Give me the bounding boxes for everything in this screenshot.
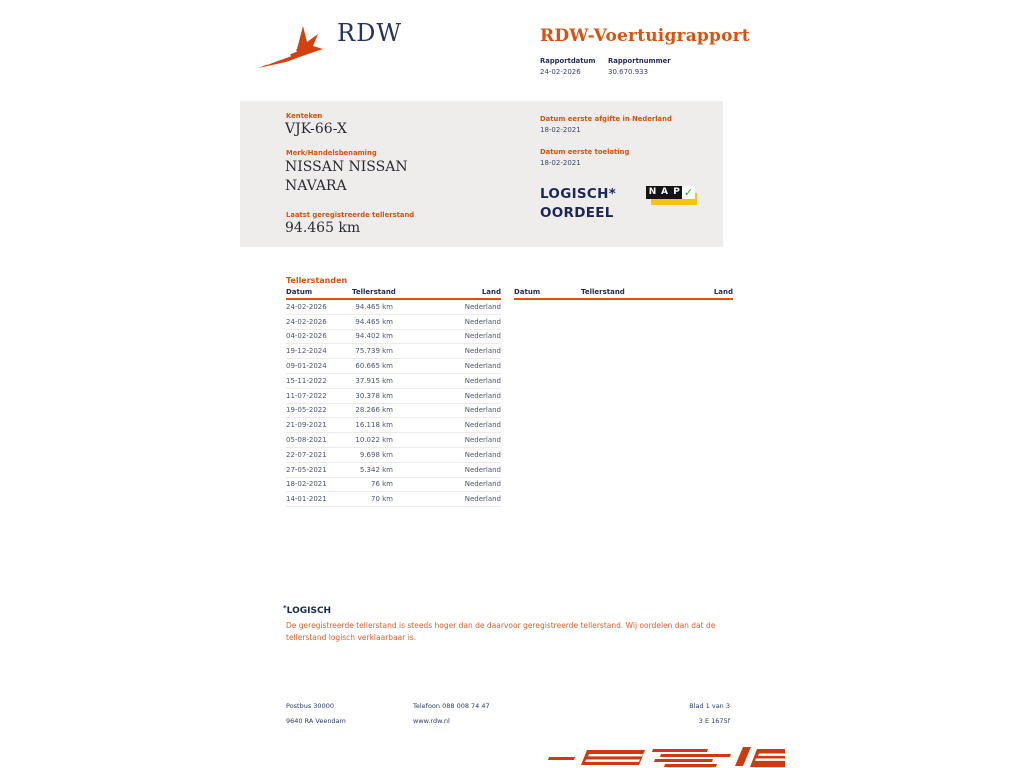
col-header-tellerstand: Tellerstand	[581, 288, 625, 296]
note-heading	[283, 604, 331, 616]
cell-land: Nederland	[464, 495, 501, 504]
rdw-wing-graphic-icon	[545, 744, 785, 768]
nap-letter-a: A	[658, 186, 671, 199]
cell-tellerstand: 30.378 km	[355, 391, 393, 400]
cell-land: Nederland	[464, 465, 501, 474]
note-heading-label: LOGISCH	[286, 606, 332, 616]
cell-datum: 24-02-2026	[286, 302, 327, 311]
cell-land: Nederland	[464, 436, 501, 445]
eerste-afgifte-label: Datum eerste afgifte in Nederland	[540, 115, 672, 123]
report-number-value: 30.670.933	[608, 68, 649, 76]
note-asterisk: *	[283, 604, 287, 612]
tellerstand-table-left	[286, 288, 501, 507]
footer-website: www.rdw.nl	[413, 717, 450, 725]
col-header-datum: Datum	[286, 288, 313, 296]
cell-datum: 14-01-2021	[286, 495, 327, 504]
oordeel-line1: LOGISCH*	[540, 186, 617, 202]
cell-datum: 24-02-2026	[286, 317, 327, 326]
cell-land: Nederland	[464, 421, 501, 430]
tellerstand-table-body	[286, 300, 501, 507]
table-row	[286, 344, 501, 359]
kenteken-value: VJK-66-X	[285, 121, 347, 137]
merk-value: NISSAN NISSAN NAVARA	[285, 159, 408, 194]
col-header-datum: Datum	[514, 288, 541, 296]
nap-letter-p: P	[670, 186, 683, 199]
table-row	[286, 478, 501, 493]
table-row	[286, 359, 501, 374]
cell-land: Nederland	[464, 406, 501, 415]
tellerstanden-heading: Tellerstanden	[286, 276, 348, 285]
tellerstand-label: Laatst geregistreerde tellerstand	[286, 211, 415, 219]
cell-datum: 22-07-2021	[286, 450, 327, 459]
footer-page-number: Blad 1 van 3	[689, 702, 730, 710]
tellerstand-table-right	[514, 288, 733, 300]
cell-datum: 04-02-2026	[286, 332, 327, 341]
table-header-row	[514, 288, 733, 300]
page-title: RDW-Voertuigrapport	[540, 26, 750, 46]
table-row	[286, 315, 501, 330]
cell-datum: 19-12-2024	[286, 347, 327, 356]
cell-datum: 18-02-2021	[286, 480, 327, 489]
cell-tellerstand: 94.465 km	[355, 302, 393, 311]
col-header-land: Land	[713, 288, 733, 296]
table-header-row	[286, 288, 501, 300]
report-date-value: 24-02-2026	[540, 68, 581, 76]
col-header-tellerstand: Tellerstand	[352, 288, 396, 296]
cell-datum: 05-08-2021	[286, 436, 327, 445]
cell-datum: 27-05-2021	[286, 465, 327, 474]
nap-logo	[646, 184, 700, 210]
cell-land: Nederland	[464, 317, 501, 326]
footer-phone: Telefoon 088 008 74 47	[413, 702, 490, 710]
table-row	[286, 433, 501, 448]
cell-land: Nederland	[464, 480, 501, 489]
merk-label: Merk/Handelsbenaming	[286, 149, 377, 157]
oordeel-line2: OORDEEL	[540, 204, 614, 221]
cell-datum: 19-05-2022	[286, 406, 327, 415]
col-header-land: Land	[481, 288, 501, 296]
cell-tellerstand: 10.022 km	[355, 436, 393, 445]
eerste-afgifte-value: 18-02-2021	[540, 126, 581, 134]
table-row	[286, 330, 501, 345]
cell-land: Nederland	[464, 347, 501, 356]
note-body: De geregistreerde tellerstand is steeds hoger dan de daarvoor geregistreerde tellerstand. Wij oordelen dan dat de tellerstand logisch verklaarbaar is.	[286, 621, 716, 642]
cell-datum: 21-09-2021	[286, 421, 327, 430]
cell-tellerstand: 60.665 km	[355, 362, 393, 371]
cell-land: Nederland	[464, 332, 501, 341]
table-row	[286, 418, 501, 433]
rdw-bird-logo-icon	[256, 18, 334, 70]
eerste-toelating-label: Datum eerste toelating	[540, 148, 630, 156]
footer-address-line2: 9640 RA Veendam	[286, 717, 346, 725]
cell-land: Nederland	[464, 362, 501, 371]
logo-wordmark: RDW	[337, 19, 402, 47]
cell-land: Nederland	[464, 391, 501, 400]
cell-land: Nederland	[464, 450, 501, 459]
report-number-label: Rapportnummer	[608, 57, 671, 65]
table-row	[286, 463, 501, 478]
table-row	[286, 389, 501, 404]
cell-datum: 11-07-2022	[286, 391, 327, 400]
table-row	[286, 374, 501, 389]
cell-tellerstand: 37.915 km	[355, 376, 393, 385]
cell-tellerstand: 94.402 km	[355, 332, 393, 341]
table-row	[286, 404, 501, 419]
cell-tellerstand: 16.118 km	[355, 421, 393, 430]
cell-tellerstand: 9.698 km	[359, 450, 393, 459]
table-row	[286, 300, 501, 315]
kenteken-label: Kenteken	[286, 112, 323, 120]
cell-datum: 09-01-2024	[286, 362, 327, 371]
cell-tellerstand: 5.342 km	[359, 465, 393, 474]
oordeel-text	[540, 185, 616, 222]
table-row	[286, 448, 501, 463]
nap-letter-n: N	[646, 186, 659, 199]
cell-tellerstand: 94.465 km	[355, 317, 393, 326]
table-row	[286, 492, 501, 507]
cell-tellerstand: 28.266 km	[355, 406, 393, 415]
eerste-toelating-value: 18-02-2021	[540, 159, 581, 167]
footer-doc-code: 3 E 1675f	[698, 717, 730, 725]
footer-address-line1: Postbus 30000	[286, 702, 334, 710]
cell-tellerstand: 76 km	[370, 480, 393, 489]
nap-checkmark-icon: ✓	[683, 186, 694, 199]
cell-tellerstand: 75.739 km	[355, 347, 393, 356]
vehicle-summary-panel	[240, 101, 723, 247]
tellerstand-value: 94.465 km	[285, 220, 361, 236]
cell-land: Nederland	[464, 302, 501, 311]
cell-tellerstand: 70 km	[370, 495, 393, 504]
cell-datum: 15-11-2022	[286, 376, 327, 385]
report-date-label: Rapportdatum	[540, 57, 596, 65]
cell-land: Nederland	[464, 376, 501, 385]
